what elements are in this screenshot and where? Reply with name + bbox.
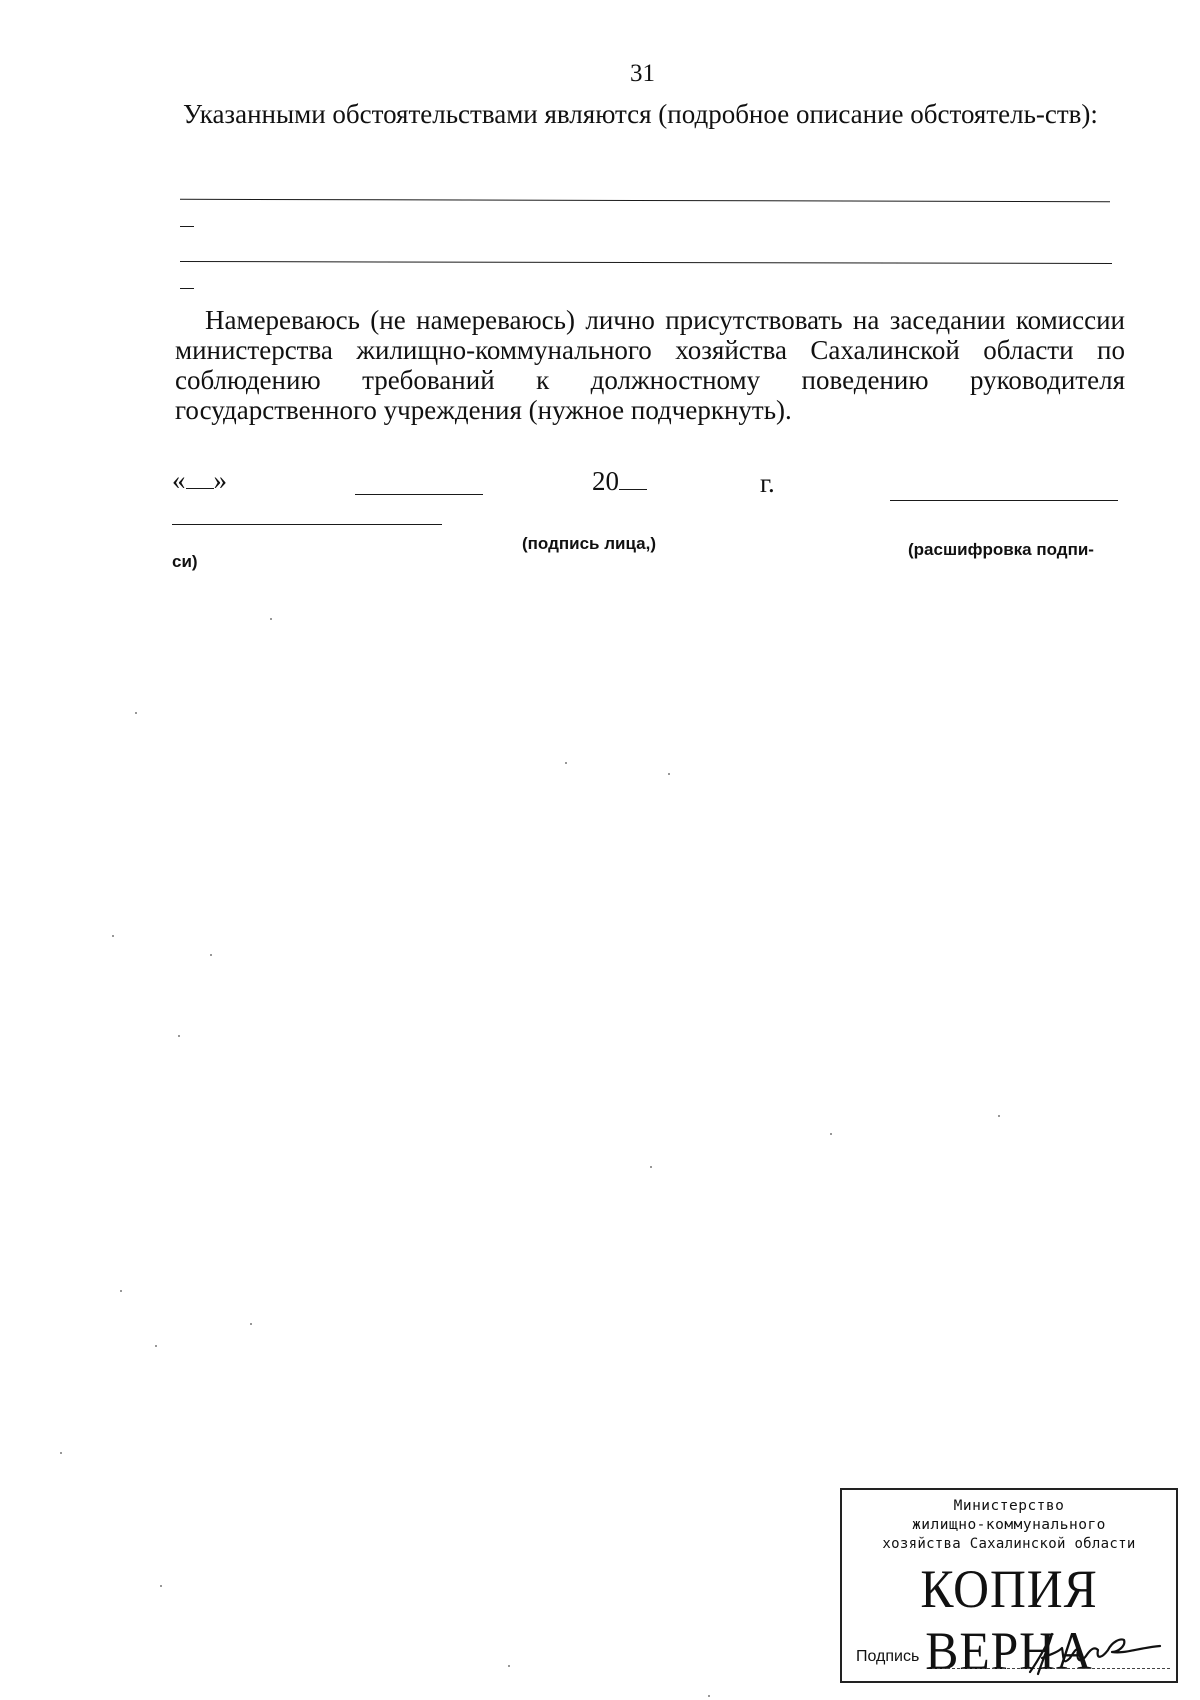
decode-blank bbox=[890, 500, 1118, 501]
signature-blank bbox=[172, 524, 442, 525]
blank-dash-1 bbox=[180, 226, 194, 227]
intent-text: Намереваюсь (не намереваюсь) лично присутствовать на заседании комиссии министерства жилищно-коммунального хозяйства Сахалинской области по соблюдению требований к должностному поведению руководителя государственного учреждения (нужное подчеркнуть). bbox=[175, 305, 1125, 425]
stamp-department: жилищно-коммунального bbox=[912, 1517, 1106, 1533]
handwritten-signature bbox=[1012, 1628, 1162, 1678]
stamp-signature-label: Подпись bbox=[856, 1648, 920, 1665]
page-number: 31 bbox=[630, 60, 655, 87]
scan-speck bbox=[160, 1585, 162, 1587]
signature-caption: (подпись лица,) bbox=[522, 534, 656, 553]
month-blank bbox=[355, 494, 483, 495]
scan-speck bbox=[210, 954, 212, 956]
scan-speck bbox=[270, 618, 272, 620]
close-quote: » bbox=[213, 465, 227, 495]
scan-speck bbox=[668, 773, 670, 775]
scan-speck bbox=[112, 935, 114, 937]
scan-speck bbox=[830, 1133, 832, 1135]
scan-speck bbox=[155, 1345, 157, 1347]
stamp-copy-verified: КОПИЯ ВЕРНА bbox=[920, 1559, 1098, 1681]
blank-line-2 bbox=[180, 261, 1112, 264]
scan-speck bbox=[565, 762, 567, 764]
scan-speck bbox=[708, 1695, 710, 1697]
scan-speck bbox=[120, 1290, 122, 1292]
date-year bbox=[592, 466, 647, 497]
scan-speck bbox=[60, 1452, 62, 1454]
circumstances-paragraph: Указанными обстоятельствами являются (подробное описание обстоятель-ств): bbox=[183, 99, 1098, 129]
decode-caption: (расшифровка подпи- bbox=[908, 540, 1094, 559]
year-prefix: 20 bbox=[592, 466, 619, 496]
blank-line-1 bbox=[180, 199, 1110, 202]
scan-speck bbox=[650, 1166, 652, 1168]
intent-paragraph bbox=[175, 305, 1125, 425]
stamp-ministry: Министерство bbox=[953, 1498, 1065, 1514]
stamp-region: хозяйства Сахалинской области bbox=[882, 1536, 1136, 1552]
decode-caption-tail: си) bbox=[172, 552, 198, 571]
blank-dash-2 bbox=[180, 288, 194, 289]
year-suffix: г. bbox=[760, 468, 775, 498]
scan-speck bbox=[508, 1665, 510, 1667]
scan-speck bbox=[178, 1035, 180, 1037]
date-day bbox=[172, 465, 227, 496]
copy-certified-stamp bbox=[840, 1488, 1178, 1683]
scan-speck bbox=[998, 1115, 1000, 1117]
scan-speck bbox=[250, 1323, 252, 1325]
open-quote: « bbox=[172, 465, 186, 495]
scan-speck bbox=[135, 712, 137, 714]
